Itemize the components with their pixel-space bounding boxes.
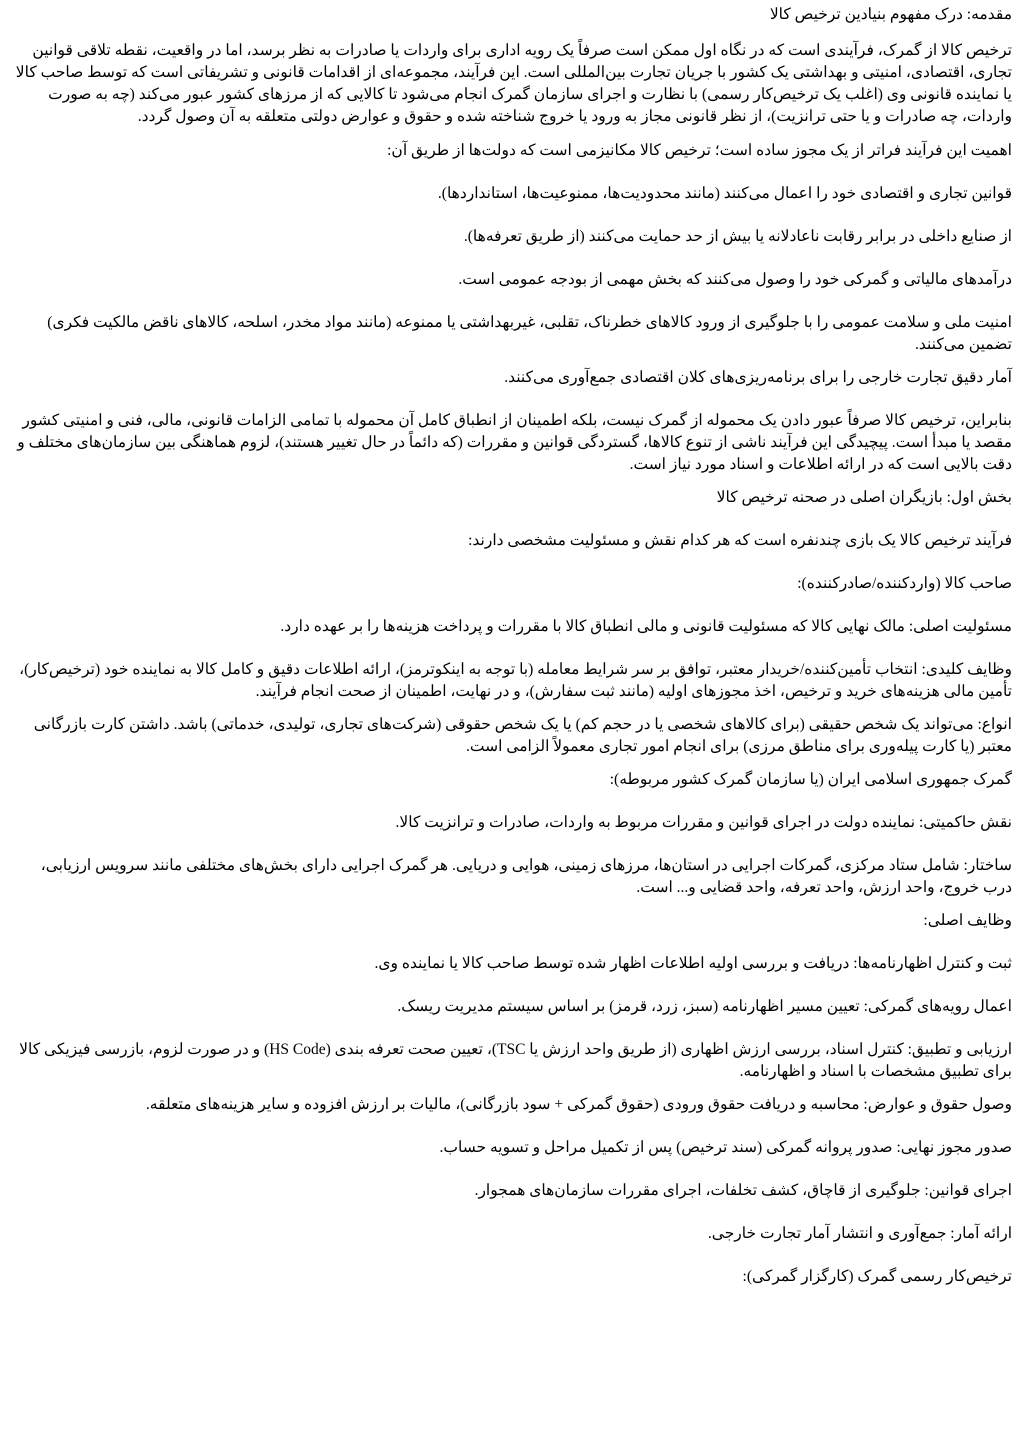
list-item: مسئولیت اصلی: مالک نهایی کالا که مسئولیت قانونی و مالی انطباق کالا با مقررات و پرداخت هزینه‌ها را بر عهده دارد. (280, 618, 1012, 635)
actor-heading: ترخیص‌کار رسمی گمرک (کارگزار گمرکی): (742, 1268, 1012, 1285)
list-item: صدور مجوز نهایی: صدور پروانه گمرکی (سند ترخیص) پس از تکمیل مراحل و تسویه حساب. (439, 1139, 1012, 1156)
importance-paragraph: اهمیت این فرآیند فراتر از یک مجوز ساده است؛ ترخیص کالا مکانیزمی است که دولت‌ها از طریق آن: (387, 142, 1012, 159)
list-item: قوانین تجاری و اقتصادی خود را اعمال می‌کنند (مانند محدودیت‌ها، ممنوعیت‌ها، استانداردها). (437, 185, 1012, 202)
list-item: ثبت و کنترل اظهارنامه‌ها: دریافت و بررسی اولیه اطلاعات اظهار شده توسط صاحب کالا یا نماینده وی. (374, 955, 1012, 972)
list-item: وظایف کلیدی: انتخاب تأمین‌کننده/خریدار معتبر، توافق بر سر شرایط معامله (با توجه به اینکوترمز)، ارائه اطلاعات دقیق و کامل کالا به نماینده خود (ترخیص‌کار)، تأمین مالی هزینه‌های خرید و ترخیص، اخذ مجوزهای اولیه (مانند ثبت سفارش)، و در نهایت، اطمینان از صحت انجام فرآیند. (19, 661, 1012, 700)
intro-heading: مقدمه: درک مفهوم بنیادین ترخیص کالا (769, 6, 1012, 23)
list-item: از صنایع داخلی در برابر رقابت ناعادلانه یا بیش از حد حمایت می‌کنند (از طریق تعرفه‌ها). (463, 228, 1012, 245)
list-item: انواع: می‌تواند یک شخص حقیقی (برای کالاهای شخصی یا در حجم کم) یا یک شخص حقوقی (شرکت‌های تجاری، تولیدی، خدماتی) باشد. داشتن کارت بازرگانی معتبر (یا کارت پیله‌وری برای مناطق مرزی) برای انجام امور تجاری معمولاً الزامی است. (33, 716, 1012, 755)
summary-paragraph: بنابراین، ترخیص کالا صرفاً عبور دادن یک محموله از گمرک نیست، بلکه اطمینان از انطباق کامل آن محموله با تمامی الزامات قانونی، مالی، فنی و امنیتی کشور مقصد یا مبدأ است. پیچیدگی این فرآیند ناشی از تنوع کالاها، گستردگی قوانین و مقررات (که دائماً در حال تغییر هستند)، لزوم هماهنگی بین سازمان‌های مختلف و دقت بالایی است که در ارائه اطلاعات و اسناد مورد نیاز است. (17, 412, 1012, 473)
actor-heading: صاحب کالا (واردکننده/صادرکننده): (797, 575, 1012, 592)
list-item: اجرای قوانین: جلوگیری از قاچاق، کشف تخلفات، اجرای مقررات سازمان‌های همجوار. (474, 1182, 1012, 1199)
list-item: درآمدهای مالیاتی و گمرکی خود را وصول می‌کنند که بخش مهمی از بودجه عمومی است. (458, 271, 1012, 288)
list-item: ارزیابی و تطبیق: کنترل اسناد، بررسی ارزش اظهاری (از طریق واحد ارزش یا TSC)، تعیین صحت تعرفه بندی (HS Code) و در صورت لزوم، بازرسی فیزیکی کالا برای تطبیق مشخصات با اسناد و اظهارنامه. (19, 1041, 1012, 1080)
sub-heading: وظایف اصلی: (923, 912, 1012, 929)
list-item: وصول حقوق و عوارض: محاسبه و دریافت حقوق ورودی (حقوق گمرکی + سود بازرگانی)، مالیات بر ارزش افزوده و سایر هزینه‌های متعلقه. (145, 1096, 1012, 1113)
list-item: ساختار: شامل ستاد مرکزی، گمرکات اجرایی در استان‌ها، مرزهای زمینی، هوایی و دریایی. هر گمرک اجرایی دارای بخش‌های مختلفی مانند سرویس ارزیابی، درب خروج، واحد ارزش، واحد تعرفه، واحد قضایی و... است. (40, 857, 1012, 896)
section-heading: بخش اول: بازیگران اصلی در صحنه ترخیص کالا (716, 489, 1012, 506)
list-item: امنیت ملی و سلامت عمومی را با جلوگیری از ورود کالاهای خطرناک، تقلبی، غیربهداشتی یا ممنوعه (مانند مواد مخدر، اسلحه، کالاهای ناقض مالکیت فکری) تضمین می‌کنند. (47, 314, 1012, 353)
section-intro: فرآیند ترخیص کالا یک بازی چندنفره است که هر کدام نقش و مسئولیت مشخصی دارند: (468, 532, 1012, 549)
list-item: اعمال رویه‌های گمرکی: تعیین مسیر اظهارنامه (سبز، زرد، قرمز) بر اساس سیستم مدیریت ریسک. (397, 998, 1012, 1015)
actor-heading: گمرک جمهوری اسلامی ایران (یا سازمان گمرک کشور مربوطه): (609, 771, 1012, 788)
list-item: ارائه آمار: جمع‌آوری و انتشار آمار تجارت خارجی. (707, 1225, 1012, 1242)
intro-paragraph: ترخیص کالا از گمرک، فرآیندی است که در نگاه اول ممکن است صرفاً یک رویه اداری برای واردات یا صادرات به نظر برسد، اما در واقعیت، نقطه تلاقی قوانین تجاری، اقتصادی، امنیتی و بهداشتی یک کشور با جریان تجارت بین‌المللی است. این فرآیند، مجموعه‌ای از اقدامات قانونی و تشریفاتی است که توسط صاحب کالا یا نماینده قانونی وی (اغلب یک ترخیص‌کار رسمی) با نظارت و اجرای سازمان گمرک انجام می‌شود تا کالایی که از مرزهای کشور عبور می‌کند (چه به صورت واردات، چه صادرات و یا حتی ترانزیت)، از نظر قانونی مجاز به ورود یا خروج شناخته شده و حقوق و عوارض دولتی متعلقه به آن وصول گردد. (15, 42, 1012, 125)
list-item: آمار دقیق تجارت خارجی را برای برنامه‌ریزی‌های کلان اقتصادی جمع‌آوری می‌کنند. (504, 369, 1012, 386)
list-item: نقش حاکمیتی: نماینده دولت در اجرای قوانین و مقررات مربوط به واردات، صادرات و ترانزیت کالا. (395, 814, 1012, 831)
